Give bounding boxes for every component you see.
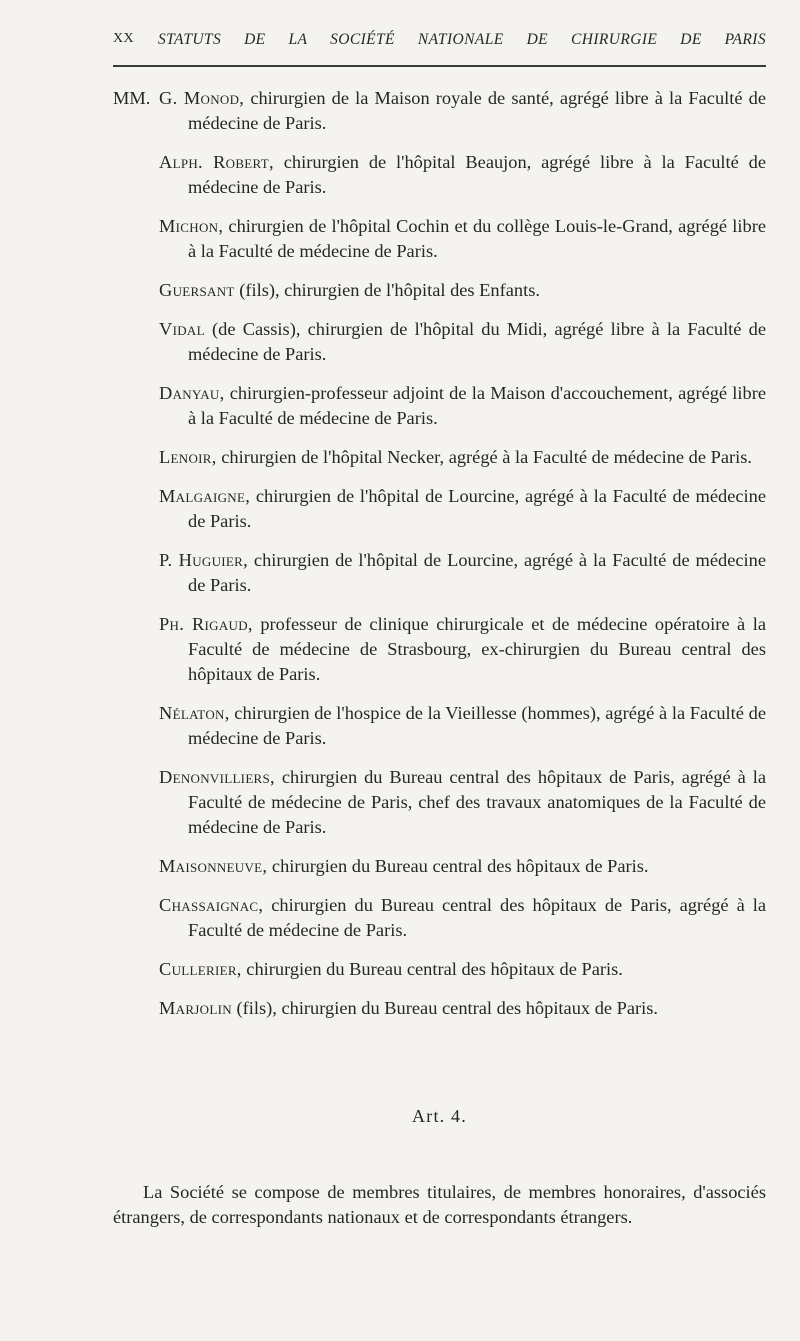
member-entry bbox=[113, 86, 766, 136]
member-entry bbox=[113, 701, 766, 751]
member-name: Vidal bbox=[159, 319, 205, 339]
member-description: chirurgien de l'hôpital Necker, agrégé à la Faculté de médecine de Paris. bbox=[216, 447, 752, 467]
member-entry bbox=[113, 548, 766, 598]
member-description: (fils), chirurgien du Bureau central des hôpitaux de Paris. bbox=[231, 998, 659, 1018]
member-entry bbox=[113, 381, 766, 431]
mm-prefix: MM. bbox=[113, 88, 151, 108]
running-title: STATUTS DE LA SOCIÉTÉ NATIONALE DE CHIRURGIE DE PARIS bbox=[158, 31, 766, 48]
member-description: chirurgien du Bureau central des hôpitaux de Paris. bbox=[241, 959, 623, 979]
member-name: Guersant bbox=[159, 280, 235, 300]
member-description: chirurgien de l'hôpital Cochin et du collège Louis-le-Grand, agrégé libre à la Faculté de médecine de Paris. bbox=[188, 216, 766, 261]
member-description: chirurgien de l'hospice de la Vieillesse (hommes), agrégé à la Faculté de médecine de Paris. bbox=[188, 703, 766, 748]
member-description: (de Cassis), chirurgien de l'hôpital du Midi, agrégé libre à la Faculté de médecine de Paris. bbox=[188, 319, 766, 364]
member-description: chirurgien-professeur adjoint de la Maison d'accouchement, agrégé libre à la Faculté de médecine de Paris. bbox=[188, 383, 766, 428]
member-name: P. Huguier, bbox=[159, 550, 248, 570]
member-name: Lenoir, bbox=[159, 447, 217, 467]
member-entry bbox=[113, 445, 766, 470]
member-name: Chassaignac, bbox=[159, 895, 264, 915]
member-name: Ph. Rigaud, bbox=[159, 614, 253, 634]
member-description: chirurgien du Bureau central des hôpitaux de Paris. bbox=[267, 856, 649, 876]
member-entry bbox=[113, 854, 766, 879]
member-name: Alph. Robert, bbox=[159, 152, 274, 172]
article-body: La Société se compose de membres titulaires, de membres honoraires, d'associés étrangers, de correspondants nationaux et de correspondants étrangers. bbox=[113, 1182, 766, 1228]
member-name: Marjolin bbox=[159, 998, 232, 1018]
member-description: chirurgien du Bureau central des hôpitaux de Paris, agrégé à la Faculté de médecine de Paris, chef des travaux anatomiques de la Faculté de médecine de Paris. bbox=[188, 767, 766, 837]
member-list bbox=[113, 86, 766, 1035]
member-name: Michon, bbox=[159, 216, 224, 236]
member-description: chirurgien du Bureau central des hôpitaux de Paris, agrégé à la Faculté de médecine de Paris. bbox=[188, 895, 766, 940]
member-entry bbox=[113, 957, 766, 982]
member-entry bbox=[113, 278, 766, 303]
member-name: Maisonneuve, bbox=[159, 856, 268, 876]
page-number: XX bbox=[113, 31, 135, 46]
member-name: Denonvilliers, bbox=[159, 767, 275, 787]
member-name: Danyau, bbox=[159, 383, 225, 403]
running-header bbox=[113, 31, 766, 53]
header-rule bbox=[113, 65, 766, 67]
member-description: chirurgien de l'hôpital de Lourcine, agrégé à la Faculté de médecine de Paris. bbox=[188, 486, 766, 531]
member-name: Cullerier, bbox=[159, 959, 242, 979]
member-entry bbox=[113, 996, 766, 1021]
member-name: Nélaton, bbox=[159, 703, 230, 723]
member-name: Malgaigne, bbox=[159, 486, 251, 506]
member-entry bbox=[113, 612, 766, 687]
member-entry bbox=[113, 893, 766, 943]
member-entry bbox=[113, 765, 766, 840]
member-description: chirurgien de l'hôpital de Lourcine, agrégé à la Faculté de médecine de Paris. bbox=[188, 550, 766, 595]
member-entry bbox=[113, 150, 766, 200]
member-entry bbox=[113, 317, 766, 367]
member-description: chirurgien de la Maison royale de santé, agrégé libre à la Faculté de médecine de Paris. bbox=[188, 88, 766, 133]
article-heading: Art. 4. bbox=[412, 1106, 467, 1126]
member-name: G. Monod, bbox=[159, 88, 245, 108]
member-entry bbox=[113, 484, 766, 534]
member-description: (fils), chirurgien de l'hôpital des Enfants. bbox=[234, 280, 540, 300]
member-description: professeur de clinique chirurgicale et de médecine opératoire à la Faculté de médecine de Strasbourg, ex-chirurgien du Bureau central des hôpitaux de Paris. bbox=[188, 614, 767, 684]
member-description: chirurgien de l'hôpital Beaujon, agrégé libre à la Faculté de médecine de Paris. bbox=[188, 152, 766, 197]
member-entry bbox=[113, 214, 766, 264]
